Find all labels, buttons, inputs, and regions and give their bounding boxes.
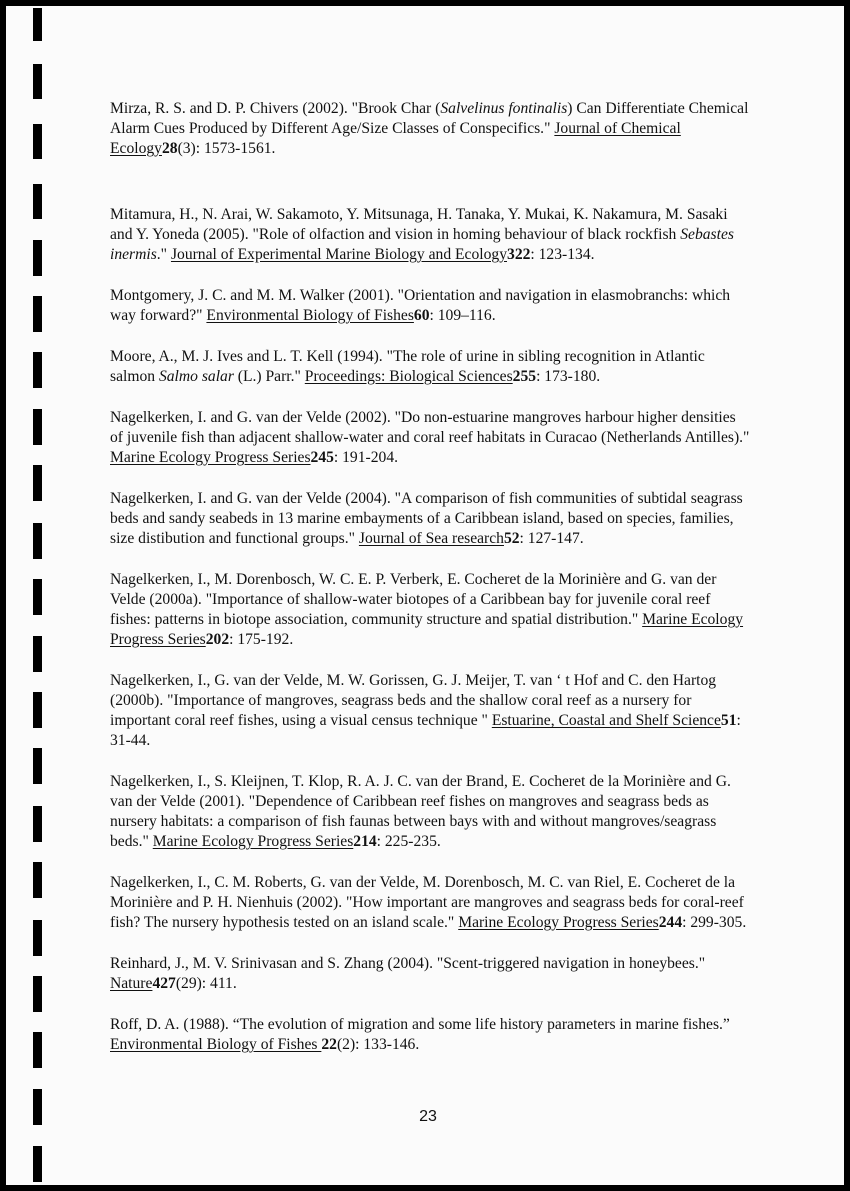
volume-number: 28 — [161, 140, 178, 157]
reference-entry — [110, 954, 750, 994]
reference-authors-title: Nagelkerken, I., M. Dorenbosch, W. C. E. P. Verberk, E. Cocheret de la Morinière and G. van der Velde (2000a). "Importance of shallow-water biotopes of a Caribbean bay for juvenile coral reef fishes: patterns in biotope association, community structure and spatial distribution." — [110, 571, 717, 628]
issue-pages: : 127-147. — [519, 530, 584, 547]
volume-number: 202 — [205, 631, 230, 648]
binding-hole-mark — [33, 352, 42, 388]
reference-authors-title: Moore, A., M. J. Ives and L. T. Kell (1994). "The role of urine in sibling recognition in Atlantic salmon — [110, 348, 705, 385]
volume-number: 22 — [321, 1036, 337, 1053]
binding-hole-mark — [33, 806, 42, 842]
reference-authors-title: Nagelkerken, I. and G. van der Velde (2002). "Do non-estuarine mangroves harbour higher densities of juvenile fish than adjacent shallow-water and coral reef habitats in Curacao (Netherlands Antilles)." — [110, 409, 750, 446]
journal-name: Estuarine, Coastal and Shelf Science — [491, 712, 721, 729]
journal-name: Journal of Experimental Marine Biology and Ecology — [170, 246, 508, 263]
binding-hole-mark — [33, 240, 42, 276]
species-name: Sebastes inermis — [110, 226, 734, 263]
issue-pages: (2): 133-146. — [336, 1036, 420, 1053]
reference-authors-title: Montgomery, J. C. and M. M. Walker (2001). "Orientation and navigation in elasmobranchs: which way forward?" — [110, 287, 731, 324]
binding-hole-mark — [33, 1146, 42, 1182]
issue-pages: (29): 411. — [175, 975, 237, 992]
reference-entry — [110, 1015, 750, 1055]
binding-hole-mark — [33, 862, 42, 898]
reference-entry — [110, 873, 750, 933]
journal-name: Nature — [110, 975, 153, 992]
reference-authors-title: Nagelkerken, I., S. Kleijnen, T. Klop, R. A. J. C. van der Brand, E. Cocheret de la Morinière and G. van der Velde (2001). "Dependence of Caribbean reef fishes on mangroves and seagrass beds as nursery habitats: a comparison of fish faunas between bays with and without mangroves/seagrass beds." — [110, 773, 731, 850]
species-name: Salvelinus fontinalis — [440, 100, 568, 117]
issue-pages: : 123-134. — [530, 246, 595, 263]
reference-entry — [110, 671, 750, 751]
reference-entry — [110, 99, 750, 159]
reference-authors-title: Mitamura, H., N. Arai, W. Sakamoto, Y. Mitsunaga, H. Tanaka, Y. Mukai, K. Nakamura, M. Sasaki and Y. Yoneda (2005). "Role of olfaction and vision in homing behaviour of black rockfish — [110, 206, 728, 243]
species-name: Salmo salar — [158, 368, 234, 385]
binding-hole-mark — [33, 64, 42, 99]
volume-number: 244 — [658, 914, 683, 931]
binding-hole-mark — [33, 409, 42, 445]
issue-pages: : 173-180. — [536, 368, 601, 385]
volume-number: 214 — [353, 833, 377, 850]
issue-pages: : 299-305. — [682, 914, 747, 931]
reference-entry — [110, 286, 750, 326]
volume-number: 427 — [152, 975, 176, 992]
reference-authors-title: Nagelkerken, I., C. M. Roberts, G. van der Velde, M. Dorenbosch, M. C. van Riel, E. Cocheret de la Morinière and P. H. Nienhuis (2002). "How important are mangroves and seagrass beds for coral-reef fish? The nursery hypothesis tested on an island scale." — [110, 874, 744, 931]
issue-pages: : 109–116. — [429, 307, 496, 324]
reference-title-end: ." — [156, 246, 171, 263]
reference-title-end: (L.) Parr." — [233, 368, 305, 385]
reference-title-end: ) Can Differentiate Chemical Alarm Cues Produced by Different Age/Size Classes of Conspecifics." — [110, 100, 749, 137]
reference-authors-title: Nagelkerken, I. and G. van der Velde (2004). "A comparison of fish communities of subtidal seagrass beds and sandy seabeds in 13 marine embayments of a Caribbean island, based on species, families, size distibution and functional groups." — [110, 490, 743, 547]
binding-hole-mark — [33, 636, 42, 672]
reference-entry — [110, 489, 750, 549]
volume-number: 60 — [413, 307, 430, 324]
reference-authors-title: Reinhard, J., M. V. Srinivasan and S. Zhang (2004). "Scent-triggered navigation in honeybees." — [110, 955, 706, 972]
journal-name: Environmental Biology of Fishes — [206, 307, 414, 324]
journal-name: Environmental Biology of Fishes — [110, 1036, 322, 1053]
journal-name: Marine Ecology Progress Series — [110, 449, 311, 466]
journal-name: Marine Ecology Progress Series — [152, 833, 354, 850]
reference-authors-title: Nagelkerken, I., G. van der Velde, M. W. Gorissen, G. J. Meijer, T. van ‘ t Hof and C. den Hartog (2000b). "Importance of mangroves, seagrass beds and the shallow coral reef as a nursery for important coral reef fishes, using a visual census technique " — [110, 672, 717, 729]
journal-name: Marine Ecology Progress Series — [458, 914, 659, 931]
issue-pages: : 31-44. — [110, 712, 741, 749]
volume-number: 51 — [720, 712, 737, 729]
issue-pages: : 175-192. — [229, 631, 294, 648]
reference-entry — [110, 347, 750, 387]
page-number: 23 — [419, 1108, 437, 1125]
volume-number: 245 — [310, 449, 334, 466]
journal-name: Journal of Sea research — [358, 530, 504, 547]
volume-number: 322 — [507, 246, 531, 263]
reference-authors-title: Mirza, R. S. and D. P. Chivers (2002). "Brook Char ( — [110, 100, 441, 117]
reference-list — [110, 99, 750, 1055]
journal-name: Journal of Chemical Ecology — [110, 120, 681, 157]
binding-hole-mark — [33, 124, 42, 159]
issue-pages: : 191-204. — [333, 449, 399, 466]
reference-authors-title: Roff, D. A. (1988). “The evolution of migration and some life history parameters in marine fishes.” — [110, 1016, 730, 1033]
binding-hole-mark — [33, 920, 42, 956]
binding-hole-mark — [33, 465, 42, 501]
binding-hole-mark — [33, 748, 42, 784]
issue-pages: (3): 1573-1561. — [177, 140, 276, 157]
journal-name: Proceedings: Biological Sciences — [304, 368, 513, 385]
volume-number: 52 — [503, 530, 520, 547]
binding-hole-mark — [33, 692, 42, 728]
reference-entry — [110, 408, 750, 468]
volume-number: 255 — [512, 368, 537, 385]
binding-hole-mark — [33, 296, 42, 332]
binding-hole-mark — [33, 579, 42, 615]
binding-hole-mark — [33, 8, 42, 41]
binding-hole-mark — [33, 523, 42, 559]
reference-entry — [110, 205, 750, 265]
binding-hole-mark — [33, 184, 42, 219]
journal-name: Marine Ecology Progress Series — [110, 611, 744, 648]
binding-hole-mark — [33, 1032, 42, 1068]
binding-hole-mark — [33, 976, 42, 1012]
reference-entry — [110, 772, 750, 852]
reference-entry — [110, 570, 750, 650]
issue-pages: : 225-235. — [376, 833, 441, 850]
